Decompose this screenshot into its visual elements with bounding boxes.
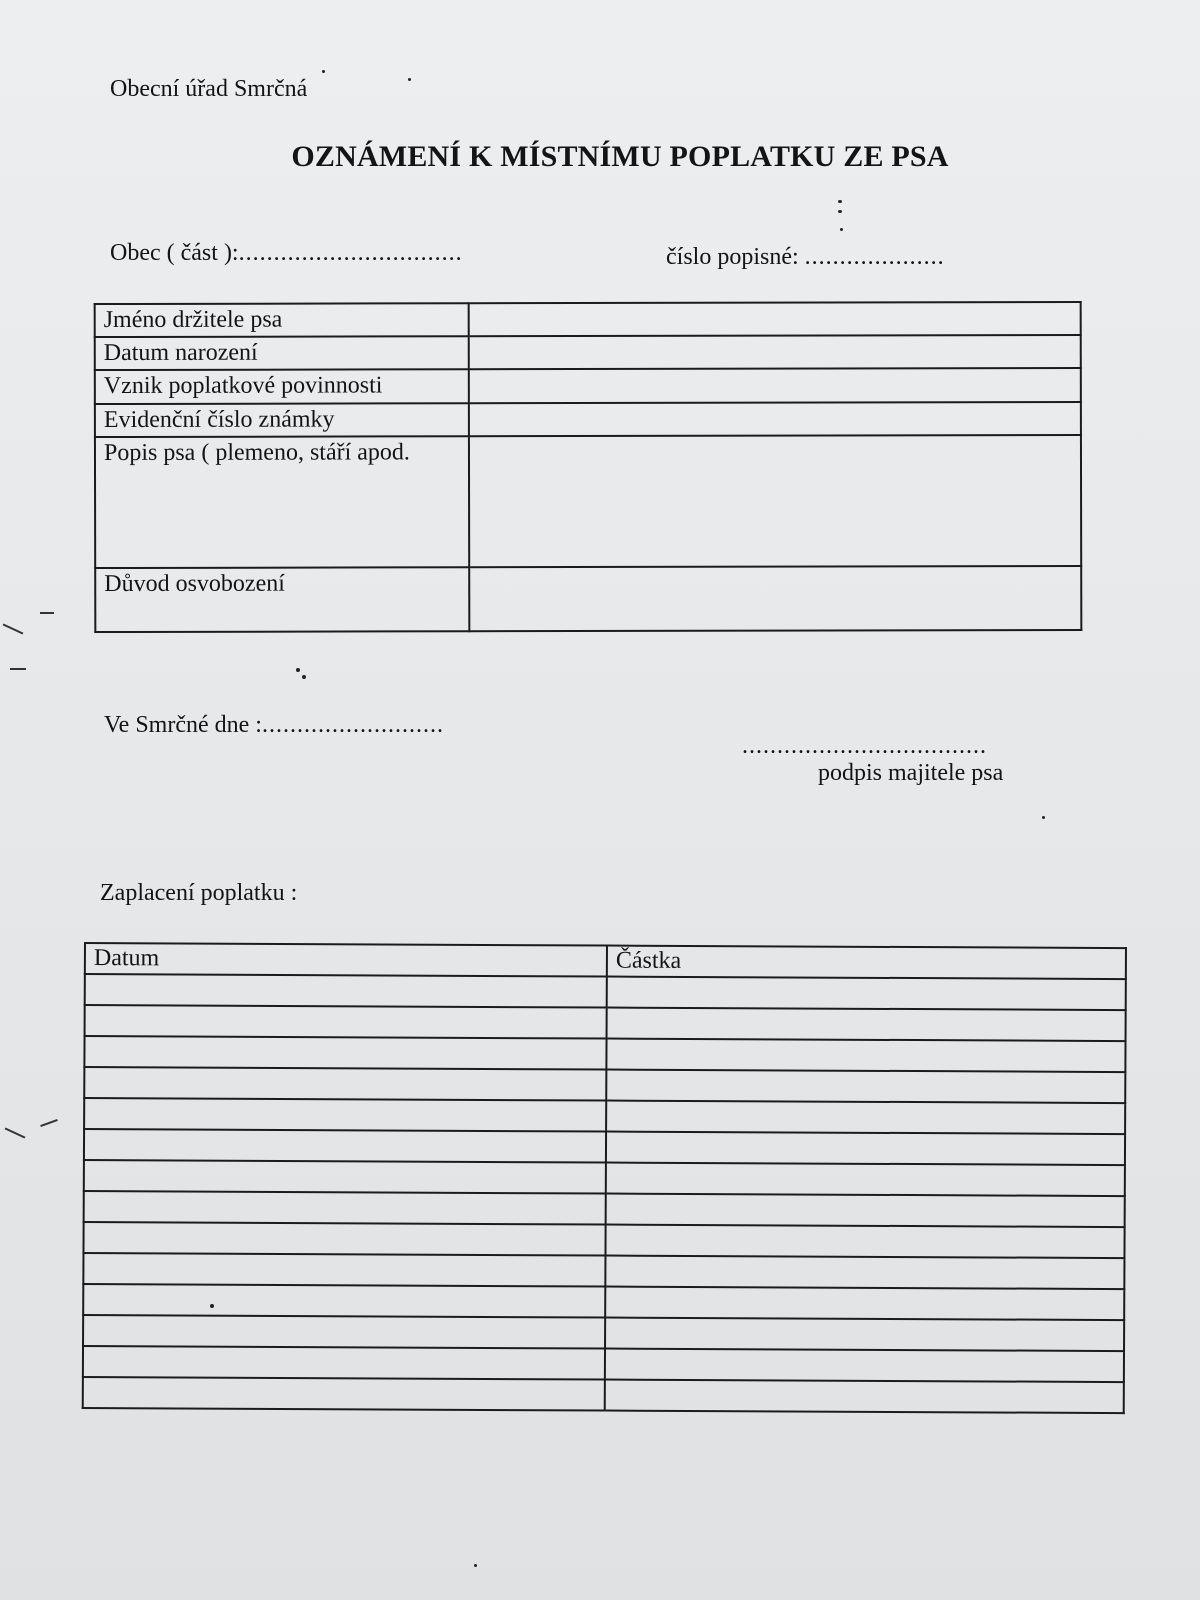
owner-info-table — [94, 301, 1083, 633]
payment-blank-row — [84, 1129, 1125, 1165]
payment-date-cell — [85, 974, 607, 1008]
payment-blank-row — [83, 1284, 1124, 1320]
payment-date-cell — [84, 1191, 606, 1225]
payment-amount-cell — [606, 1194, 1125, 1228]
scan-mark — [40, 1119, 58, 1127]
scan-mark — [5, 1127, 26, 1138]
payment-blank-row — [83, 1346, 1124, 1382]
payment-blank-row — [83, 1253, 1124, 1289]
scan-speck — [210, 1304, 214, 1308]
payment-blank-row — [84, 1098, 1125, 1134]
payment-date-cell — [83, 1222, 605, 1256]
payment-blank-row — [84, 1036, 1125, 1072]
scan-speck — [474, 1564, 477, 1567]
scan-speck — [302, 675, 306, 679]
scan-speck — [838, 210, 842, 213]
info-value-cell — [469, 435, 1081, 567]
payment-amount-cell — [607, 977, 1126, 1011]
payment-date-cell — [84, 1160, 606, 1194]
municipality-label: Obec ( část ): — [110, 240, 239, 266]
info-row-owner-name — [95, 302, 1081, 337]
scan-speck — [322, 70, 325, 73]
payment-amount-cell — [605, 1380, 1124, 1414]
payment-blank-row — [84, 1067, 1125, 1103]
place-date-label: Ve Smrčné dne : — [104, 712, 262, 738]
signature-fill-line: ................................... — [742, 733, 987, 759]
payment-blank-row — [84, 1191, 1125, 1227]
payment-date-cell — [84, 1036, 606, 1070]
payment-blank-row — [83, 1222, 1124, 1258]
payment-header-row — [85, 943, 1126, 979]
payment-date-cell — [83, 1284, 605, 1318]
info-row-birth-date — [95, 335, 1081, 370]
info-row-exemption-reason — [95, 566, 1081, 633]
payment-amount-cell — [606, 1070, 1125, 1104]
payment-amount-cell — [605, 1318, 1124, 1352]
info-row-tag-number — [95, 402, 1081, 437]
payment-amount-cell — [606, 1132, 1125, 1166]
payment-amount-cell — [606, 1163, 1125, 1197]
signature-caption: podpis majitele psa — [818, 760, 1004, 786]
payment-amount-cell — [606, 1039, 1125, 1073]
payment-amount-cell — [605, 1287, 1124, 1321]
house-number-fill-line: .................... — [804, 244, 945, 270]
municipality-field — [110, 240, 463, 267]
house-number-field — [666, 244, 945, 271]
place-date-fill-line: .......................... — [261, 712, 444, 738]
payment-date-cell — [83, 1346, 605, 1380]
payment-amount-cell — [607, 1008, 1126, 1042]
payment-date-cell — [83, 1315, 605, 1349]
info-value-cell — [469, 566, 1081, 632]
house-number-label: číslo popisné: — [666, 244, 799, 270]
payment-amount-cell — [605, 1349, 1124, 1383]
info-value-cell — [469, 368, 1081, 402]
payment-date-cell — [84, 1129, 606, 1163]
scan-speck — [1042, 816, 1045, 819]
payment-date-cell — [84, 1098, 606, 1132]
scan-speck — [296, 668, 300, 672]
info-label: Evidenční číslo známky — [95, 403, 469, 437]
payment-blank-row — [83, 1315, 1124, 1351]
info-label: Popis psa ( plemeno, stáří apod. — [95, 436, 469, 568]
municipality-fill-line: ................................ — [238, 240, 463, 266]
scan-mark — [3, 623, 24, 634]
payment-date-cell — [83, 1253, 605, 1287]
scan-speck — [840, 228, 843, 231]
payment-blank-row — [83, 1377, 1124, 1413]
info-value-cell — [469, 302, 1081, 336]
info-value-cell — [469, 402, 1081, 436]
payment-table — [82, 942, 1127, 1414]
payment-blank-row — [85, 1005, 1126, 1041]
payment-amount-cell — [605, 1225, 1124, 1259]
scan-mark — [40, 612, 54, 614]
payment-date-cell — [83, 1377, 605, 1411]
info-label: Datum narození — [95, 336, 469, 370]
scan-mark — [10, 668, 26, 670]
payment-blank-row — [85, 974, 1126, 1010]
payment-blank-row — [84, 1160, 1125, 1196]
payment-date-cell — [84, 1067, 606, 1101]
info-label: Vznik poplatkové povinnosti — [95, 370, 469, 404]
info-label: Jméno držitele psa — [95, 303, 469, 337]
info-row-dog-description — [95, 435, 1081, 568]
payment-amount-cell — [606, 1101, 1125, 1135]
info-row-fee-obligation — [95, 368, 1081, 403]
scan-speck — [838, 200, 842, 203]
payment-column-date: Datum — [85, 943, 607, 977]
form-title: OZNÁMENÍ K MÍSTNÍMU POPLATKU ZE PSA — [291, 140, 949, 173]
scan-speck — [408, 78, 411, 81]
payment-date-cell — [85, 1005, 607, 1039]
payment-heading: Zaplacení poplatku : — [100, 880, 298, 906]
payment-amount-cell — [605, 1256, 1124, 1290]
payment-column-amount: Částka — [607, 946, 1126, 980]
place-date-field — [104, 712, 444, 739]
info-label: Důvod osvobození — [95, 567, 469, 632]
issuer-name: Obecní úřad Smrčná — [110, 76, 308, 102]
info-value-cell — [469, 335, 1081, 369]
